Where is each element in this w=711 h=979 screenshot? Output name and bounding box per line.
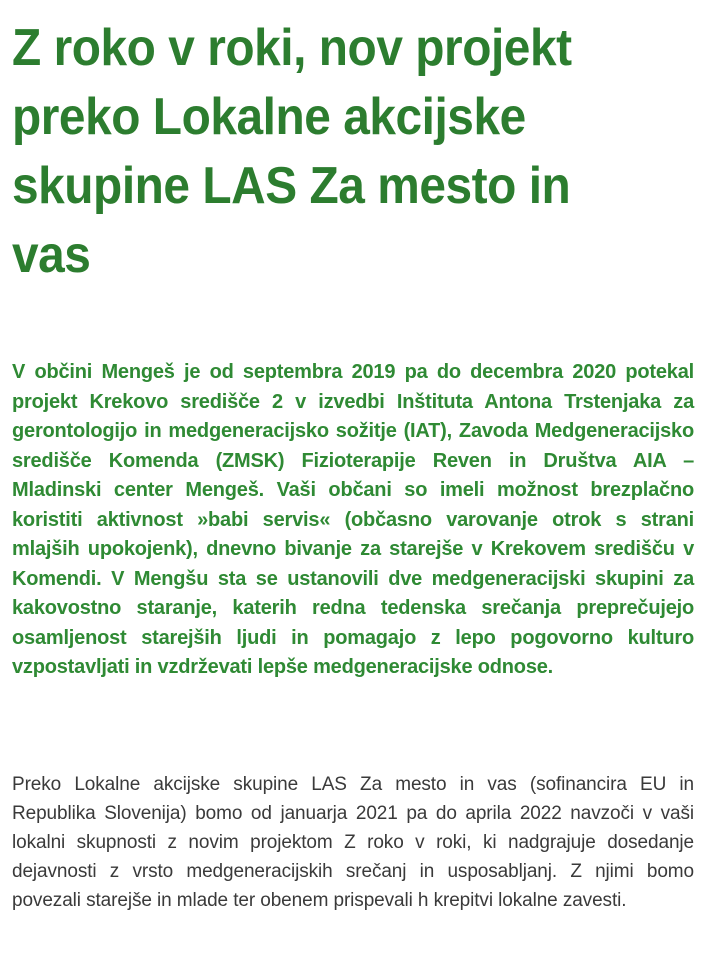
article	[12, 14, 694, 911]
article-title: Z roko v roki, nov projekt preko Lokalne akcijske skupine LAS Za mesto in vas	[12, 19, 572, 284]
article-lead-paragraph: V občini Mengeš je od septembra 2019 pa do decembra 2020 potekal projekt Krekovo središče 2 v izvedbi Inštituta Antona Trstenjaka za gerontologijo in medgeneracijsko sožitje (IAT), Zavoda Medgeneracijsko središče Komenda (ZMSK) Fizioterapije Reven in Društva AIA – Mladinski center Mengeš. Vaši občani so imeli možnost brezplačno koristiti aktivnost »babi servis« (občasno varovanje otrok s strani mlajših upokojenk), dnevno bivanje za starejše v Krekovem središču v Komendi. V Mengšu sta se ustanovili dve medgeneracijski skupini za kakovostno staranje, katerih redna tedenska srečanja preprečujejo osamljenost starejših ljudi in pomagajo z lepo pogovorno kulturo vzpostavljati in vzdrževati lepše medgeneracijske odnose.	[12, 361, 694, 678]
article-body-paragraph: Preko Lokalne akcijske skupine LAS Za mesto in vas (sofinancira EU in Republika Slovenija) bomo od januarja 2021 pa do aprila 2022 navzoči v vaši lokalni skupnosti z novim projektom Z roko v roki, ki nadgrajuje dosedanje dejavnosti z vrsto medgeneracijskih srečanj in usposabljanj. Z njimi bomo povezali starejše in mlade ter obenem prispevali h krepitvi lokalne zavesti.	[12, 774, 694, 911]
